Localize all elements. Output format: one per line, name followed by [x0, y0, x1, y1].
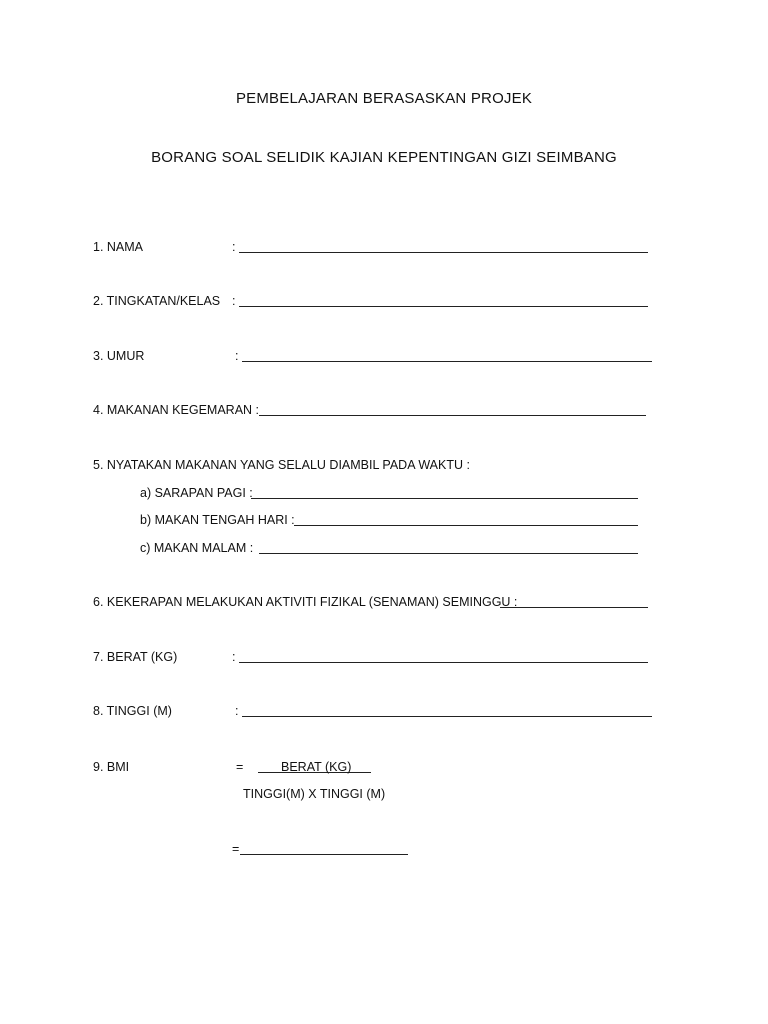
colon: :	[232, 240, 236, 254]
page-title: PEMBELAJARAN BERASASKAN PROJEK	[235, 90, 533, 107]
field-label-bmi: 9. BMI	[93, 760, 130, 774]
colon: :	[232, 294, 236, 308]
field-label-tingkatan: 2. TINGKATAN/KELAS	[93, 294, 221, 308]
question-5-label: 5. NYATAKAN MAKANAN YANG SELALU DIAMBIL PADA WAKTU :	[93, 458, 470, 472]
field-label-malam: c) MAKAN MALAM :	[140, 541, 254, 555]
form-subtitle: BORANG SOAL SELIDIK KAJIAN KEPENTINGAN GIZI SEIMBANG	[151, 149, 617, 166]
field-label-tinggi: 8. TINGGI (M)	[93, 704, 172, 718]
tinggi-input-line[interactable]	[242, 716, 652, 717]
nama-input-line[interactable]	[239, 252, 648, 253]
berat-input-line[interactable]	[239, 662, 648, 663]
bmi-equals: =	[236, 760, 244, 774]
colon: :	[235, 349, 239, 363]
bmi-denominator: TINGGI(M) X TINGGI (M)	[243, 787, 386, 801]
field-label-berat: 7. BERAT (KG)	[93, 650, 178, 664]
malam-input-line[interactable]	[259, 553, 638, 554]
field-label-nama: 1. NAMA	[93, 240, 144, 254]
field-label-tengah-hari: b) MAKAN TENGAH HARI :	[140, 513, 295, 527]
tengah-hari-input-line[interactable]	[294, 525, 638, 526]
umur-input-line[interactable]	[242, 361, 652, 362]
field-label-sarapan: a) SARAPAN PAGI :	[140, 486, 253, 500]
sarapan-input-line[interactable]	[251, 498, 638, 499]
bmi-numerator: BERAT (KG)	[281, 760, 352, 774]
makanan-input-line[interactable]	[259, 415, 646, 416]
colon: :	[235, 704, 239, 718]
field-label-umur: 3. UMUR	[93, 349, 145, 363]
tingkatan-input-line[interactable]	[239, 306, 648, 307]
bmi-result-input-line[interactable]	[240, 854, 408, 855]
field-label-makanan: 4. MAKANAN KEGEMARAN :	[93, 403, 260, 417]
colon: :	[232, 650, 236, 664]
bmi-result-equals: =	[232, 842, 240, 856]
aktiviti-input-line[interactable]	[500, 607, 648, 608]
field-label-aktiviti: 6. KEKERAPAN MELAKUKAN AKTIVITI FIZIKAL (SENAMAN) SEMINGGU :	[93, 595, 518, 609]
